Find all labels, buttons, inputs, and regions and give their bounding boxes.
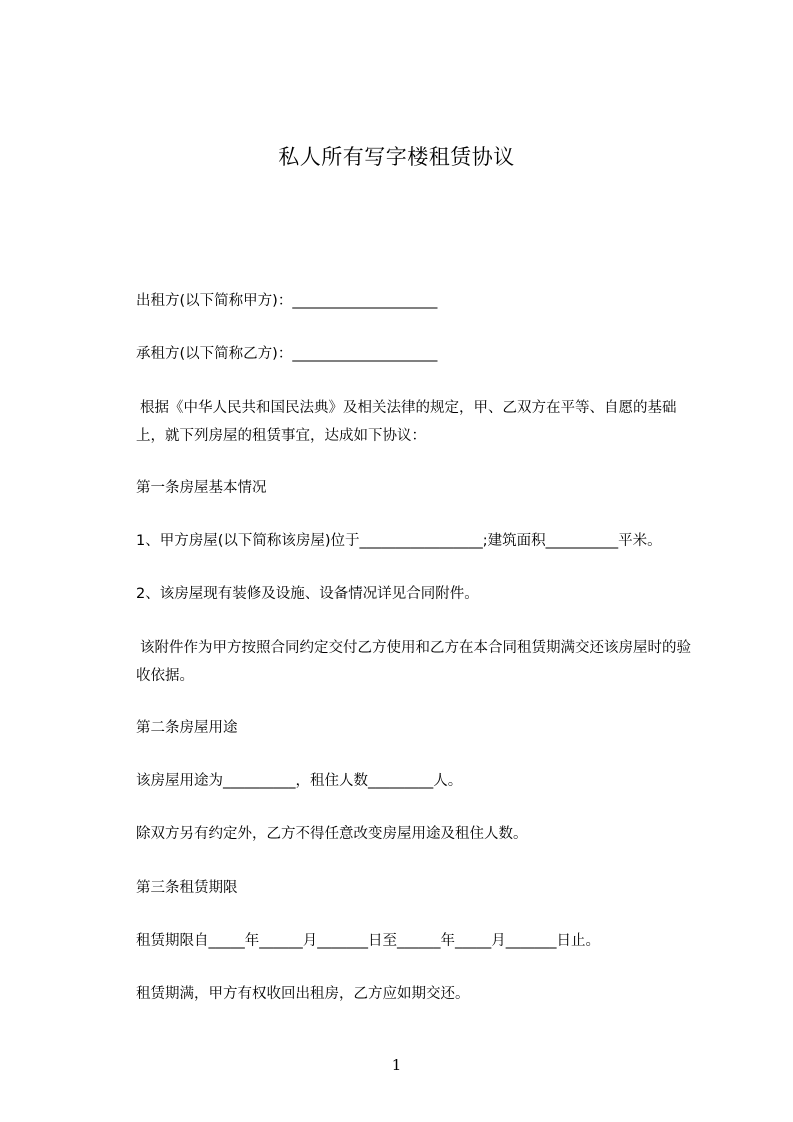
article-2-heading: 第二条房屋用途	[136, 720, 238, 736]
page-number: 1	[391, 1056, 402, 1074]
clause-1-1: 1、甲方房屋(以下简称该房屋)位于_________________;建筑面积__________平米。	[136, 533, 662, 549]
clause-1-2: 2、该房屋现有装修及设施、设备情况详见合同附件。	[136, 586, 479, 602]
article-1-heading: 第一条房屋基本情况	[136, 480, 267, 496]
document-title: 私人所有写字楼租赁协议	[278, 145, 515, 169]
lessor-line: 出租方(以下简称甲方)：____________________	[136, 293, 438, 309]
lessee-line: 承租方(以下简称乙方)：____________________	[136, 346, 438, 362]
usage-restriction-line: 除双方另有约定外，乙方不得任意改变房屋用途及租住人数。	[136, 826, 528, 842]
article-3-heading: 第三条租赁期限	[136, 880, 238, 896]
lease-expiry-line: 租赁期满，甲方有权收回出租房，乙方应如期交还。	[136, 986, 470, 1002]
preamble-paragraph: 根据《中华人民共和国民法典》及相关法律的规定，甲、乙双方在平等、自愿的基础上，就下列房屋的租赁事宜，达成如下协议：	[136, 400, 677, 444]
lease-term-line: 租赁期限自_____年______月_______日至______年_____月_______日止。	[136, 933, 600, 949]
usage-line: 该房屋用途为__________，租住人数_________人。	[136, 773, 463, 789]
attachment-paragraph: 该附件作为甲方按照合同约定交付乙方使用和乙方在本合同租赁期满交还该房屋时的验收依据。	[136, 640, 691, 684]
